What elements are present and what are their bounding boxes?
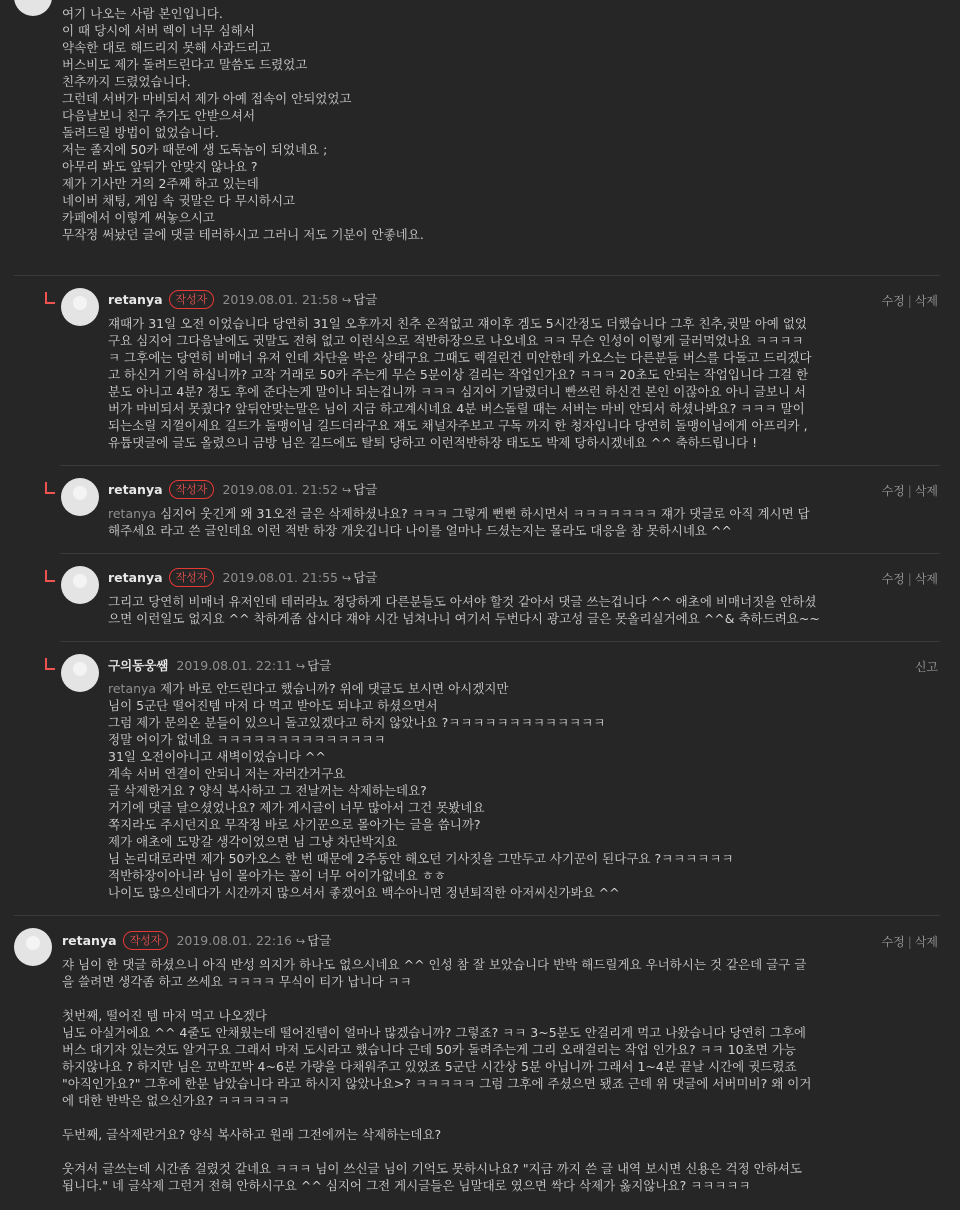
comment-line: 두번째, 글삭제란거요? 양식 복사하고 원래 그전에꺼는 삭제하는데요? bbox=[62, 1127, 442, 1142]
reply-arrow-icon bbox=[45, 658, 55, 670]
comment-author[interactable]: retanya bbox=[62, 932, 117, 948]
divider bbox=[14, 275, 940, 276]
reply-arrow-icon bbox=[45, 482, 55, 494]
edit-button[interactable]: 수정 bbox=[881, 294, 905, 308]
reply-button[interactable] bbox=[296, 931, 331, 949]
comment-line: 버스 대기자 있는것도 알거구요 그래서 마저 도시라고 했습니다 근데 50카 돌려주는게 그리 오래걸리는 작업 인가요? ㅋㅋ 10초면 가능 bbox=[62, 1042, 796, 1057]
comment-line: 제가 기사만 거의 2주째 하고 있는데 bbox=[62, 176, 259, 191]
comment-line: 고 하신거 기억 하십니까? 고작 거래로 50카 주는게 무슨 5분이상 걸리는 작업인가요? ㅋㅋㅋ 20초도 안되는 작업입니다 그걸 한 bbox=[108, 367, 809, 382]
divider bbox=[60, 641, 940, 642]
comment-line: "아직인가요?" 그후에 한분 남았습니다 라고 하시지 않았나요>? ㅋㅋㅋㅋㅋ 그럼 그후에 주셨으면 됐죠 근데 위 댓글에 서버미비? 왜 이거 bbox=[62, 1076, 812, 1091]
delete-button[interactable]: 삭제 bbox=[914, 294, 938, 308]
delete-button[interactable]: 삭제 bbox=[914, 572, 938, 586]
comment-text: 제가 바로 안드린다고 했습니까? 위에 댓글도 보시면 아시겠지만 bbox=[156, 681, 509, 696]
comment-actions bbox=[882, 933, 938, 950]
comment-line: 그럼 제가 문의온 분들이 있으니 돌고있겠다고 하지 않았나요 ?ㅋㅋㅋㅋㅋㅋㅋㅋㅋㅋㅋㅋㅋ bbox=[108, 715, 606, 730]
comment-line bbox=[62, 990, 811, 1007]
comment-line: 웃겨서 글쓰는데 시간좀 걸렸것 같네요 ㅋㅋㅋ 님이 쓰신글 님이 기억도 못하시나요? "지금 까지 쓴 글 내역 보시면 신용은 걱정 안하셔도 bbox=[62, 1161, 802, 1176]
reply-button[interactable] bbox=[342, 480, 377, 498]
mention-link[interactable]: retanya bbox=[108, 681, 157, 696]
reply-arrow-icon bbox=[45, 292, 55, 304]
comment-line: 그리고 당연히 비매너 유저인데 테러라뇨 정당하게 다른분들도 아셔야 할것 같아서 댓글 쓰는겁니다 ^^ 애초에 비매너짓을 안하셨 bbox=[108, 594, 817, 609]
reply-icon: ↪ bbox=[295, 935, 306, 948]
reply-button[interactable] bbox=[296, 656, 331, 674]
comment-line: 버가 마비되서 못줬다? 앞뒤안맞는말은 님이 지금 하고계시네요 4분 버스돌릴 때는 서버는 마비 안되서 하셨나봐요? ㅋㅋㅋ 말이 bbox=[108, 401, 805, 416]
comment-header bbox=[108, 655, 331, 675]
comment-line: 님이 5군단 떨어진템 마저 다 먹고 받아도 되냐고 하셨으면서 bbox=[108, 698, 438, 713]
divider bbox=[60, 553, 940, 554]
comment-line: 거기에 댓글 달으셨었나요? 제가 게시글이 너무 많아서 그건 못봤네요 bbox=[108, 800, 485, 815]
comment-line: 쟈 님이 한 댓글 하셨으니 아직 반성 의지가 하나도 없으시네요 ^^ 인성 참 잘 보았습니다 반박 해드릴게요 우너하시는 것 같은데 글구 글 bbox=[62, 957, 807, 972]
avatar[interactable] bbox=[61, 478, 99, 516]
comment-actions bbox=[882, 292, 938, 309]
comment-line: 저는 졸지에 50카 때문에 생 도둑놈이 되었네요 ; bbox=[62, 142, 328, 157]
comment-line: 이 때 당시에 서버 렉이 너무 심해서 bbox=[62, 23, 255, 38]
comment-author[interactable]: retanya bbox=[108, 481, 163, 497]
comment-line: 여기 나오는 사람 본인입니다. bbox=[62, 6, 223, 21]
comment-line: 그런데 서버가 마비되서 제가 아예 접속이 안되었었고 bbox=[62, 91, 352, 106]
author-badge: 작성자 bbox=[123, 931, 169, 950]
comment-body bbox=[108, 315, 812, 451]
comment-line: ㅋ 그후에는 당연히 비매너 유저 인데 차단을 박은 상태구요 그때도 렉걸린건 미안한데 카오스는 다른분들 버스를 다돌고 드리겠다 bbox=[108, 350, 812, 365]
comment-actions bbox=[882, 482, 938, 499]
reply-label: 답글 bbox=[353, 292, 378, 307]
author-badge: 작성자 bbox=[169, 480, 215, 499]
comment-line: 약속한 대로 해드리지 못해 사과드리고 bbox=[62, 40, 272, 55]
comment-body bbox=[108, 680, 734, 901]
comment-line: 첫번째, 떨어진 템 마저 먹고 나오겠다 bbox=[62, 1008, 267, 1023]
comment-line: 되는소릴 지껄이세요 길드가 돌맹이님 길드더라구요 쟤도 채널자주보고 구독 까지 한 청자입니다 당연히 돌맹이님에게 아프리카 , bbox=[108, 418, 808, 433]
reply-icon: ↪ bbox=[295, 660, 306, 673]
comment-line: 하지않나요 ? 하지만 님은 꼬박꼬박 4~6분 가량을 다채워주고 있었죠 5군단 시간상 5분 아닙니까 그래서 1~4분 끝날 시간에 귓드렸죠 bbox=[62, 1059, 797, 1074]
comment-actions bbox=[882, 570, 938, 587]
comment-line: 분도 아니고 4분? 정도 후에 준다는게 말이나 되는겁니까 ㅋㅋㅋ 심지어 기달렸더니 빤쓰런 하신건 본인 이잖아요 아니 글보니 서 bbox=[108, 384, 806, 399]
comment-line: 으면 이런일도 없지요 ^^ 착하게좀 삽시다 쟤야 시간 넘쳐나니 여기서 두번다시 광고성 글은 못올리실거에요 ^^& 축하드려요~~ bbox=[108, 611, 820, 626]
edit-button[interactable]: 수정 bbox=[881, 572, 905, 586]
author-badge: 작성자 bbox=[169, 290, 215, 309]
reply-icon: ↪ bbox=[341, 294, 352, 307]
comment-date: 2019.08.01. 21:55 bbox=[222, 569, 338, 585]
comment-line: 을 쓸려면 생각좀 하고 쓰세요 ㅋㅋㅋㅋ 무식이 티가 납니다 ㅋㅋ bbox=[62, 974, 412, 989]
comment-header bbox=[62, 930, 331, 950]
reply-label: 답글 bbox=[353, 570, 378, 585]
comment-body bbox=[108, 505, 810, 539]
reply-label: 답글 bbox=[307, 933, 332, 948]
delete-button[interactable]: 삭제 bbox=[914, 484, 938, 498]
comment-line: 아무리 봐도 앞뒤가 안맞지 않나요 ? bbox=[62, 159, 258, 174]
comment-line: 카페에서 이렇게 써놓으시고 bbox=[62, 210, 215, 225]
comment-line: 구요 심지어 그다음날에도 귓말도 전혀 없고 이런식으로 적반하장으로 나오네요 ㅋㅋ 무슨 인성이 이렇게 글러먹었나요 ㅋㅋㅋㅋ bbox=[108, 333, 804, 348]
avatar[interactable] bbox=[14, 0, 52, 16]
reply-button[interactable] bbox=[342, 290, 377, 308]
reply-label: 답글 bbox=[307, 658, 332, 673]
comment-line: 정말 어이가 없네요 ㅋㅋㅋㅋㅋㅋㅋㅋㅋㅋㅋㅋㅋㅋ bbox=[108, 732, 386, 747]
separator: | bbox=[907, 572, 912, 586]
reply-label: 답글 bbox=[353, 482, 378, 497]
comment-line: 글 삭제한거요 ? 양식 복사하고 그 전날꺼는 삭제하는데요? bbox=[108, 783, 427, 798]
comment-date: 2019.08.01. 22:16 bbox=[176, 932, 292, 948]
comment-line bbox=[108, 680, 734, 697]
comment-body bbox=[62, 5, 424, 243]
comment-line: 적반하장이아니라 님이 몰아가는 꼴이 너무 어이가없네요 ㅎㅎ bbox=[108, 868, 446, 883]
comment-line: 쪽지라도 주시던지요 무작정 바로 사기꾼으로 몰아가는 글을 씁니까? bbox=[108, 817, 481, 832]
comment-line: 에 대한 반박은 없으신가요? ㅋㅋㅋㅋㅋㅋ bbox=[62, 1093, 290, 1108]
comment-line: 쟤때가 31일 오전 이었습니다 당연히 31일 오후까지 친추 온적없고 쟤이후 겜도 5시간정도 더했습니다 그후 친추,귓말 아예 없었 bbox=[108, 316, 807, 331]
comment-line: 됩니다." 네 글삭제 그런거 전혀 안하시구요 ^^ 심지어 그전 게시글들은 님말대로 였으면 싹다 삭제가 옳지않나요? ㅋㅋㅋㅋㅋ bbox=[62, 1178, 751, 1193]
comment-line: 유튭댓글에 글도 올렸으니 금방 님은 길드에도 탈퇴 당하고 이런적반하장 태도도 박제 당하시겠네요 ^^ 축하드립니다 ! bbox=[108, 435, 758, 450]
comment-author[interactable]: retanya bbox=[108, 569, 163, 585]
separator: | bbox=[907, 484, 912, 498]
comment-actions bbox=[915, 658, 938, 675]
comment-header bbox=[108, 567, 377, 587]
reply-icon: ↪ bbox=[341, 484, 352, 497]
reply-arrow-icon bbox=[45, 570, 55, 582]
comment-header bbox=[108, 479, 377, 499]
comment-line: 님도 아실거에요 ^^ 4줄도 안채웠는데 떨어진템이 얼마나 많겠습니까? 그렇죠? ㅋㅋ 3~5분도 안걸리게 먹고 나왔습니다 당연히 그후에 bbox=[62, 1025, 806, 1040]
avatar[interactable] bbox=[61, 566, 99, 604]
comment-line bbox=[62, 1109, 811, 1126]
comment-author[interactable]: 구의동웅쌤 bbox=[108, 658, 169, 673]
divider bbox=[60, 465, 940, 466]
mention-link[interactable]: retanya bbox=[108, 506, 157, 521]
comment-author[interactable]: retanya bbox=[108, 291, 163, 307]
comment-line bbox=[108, 505, 810, 522]
comment-line: 제가 애초에 도망갈 생각이었으면 님 그냥 차단박지요 bbox=[108, 834, 398, 849]
reply-button[interactable] bbox=[342, 568, 377, 586]
comment-line: 무작정 써놨던 글에 댓글 테러하시고 그러니 저도 기분이 안좋네요. bbox=[62, 227, 424, 242]
comment-body bbox=[108, 593, 820, 627]
comment-date: 2019.08.01. 22:11 bbox=[176, 657, 292, 673]
comment-line: 나이도 많으신데다가 시간까지 많으셔서 좋겠어요 백수아니면 정년퇴직한 아저씨신가봐요 ^^ bbox=[108, 885, 620, 900]
comment-line: 님 논리대로라면 제가 50카오스 한 번 때문에 2주동안 해오던 기사짓을 그만두고 사기꾼이 된다구요 ?ㅋㅋㅋㅋㅋㅋ bbox=[108, 851, 734, 866]
comment-line: 버스비도 제가 돌려드린다고 말씀도 드렸었고 bbox=[62, 57, 308, 72]
comment-body bbox=[62, 956, 811, 1194]
author-badge: 작성자 bbox=[169, 568, 215, 587]
avatar[interactable] bbox=[61, 288, 99, 326]
comment-line: 계속 서버 연결이 안되니 저는 자러간거구요 bbox=[108, 766, 346, 781]
divider bbox=[14, 915, 940, 916]
comment-line bbox=[62, 1143, 811, 1160]
reply-icon: ↪ bbox=[341, 572, 352, 585]
comment-line: 친추까지 드렸었습니다. bbox=[62, 74, 191, 89]
separator: | bbox=[907, 294, 912, 308]
report-button[interactable]: 신고 bbox=[914, 660, 938, 674]
comment-line: 31일 오전이아니고 새벽이었습니다 ^^ bbox=[108, 749, 326, 764]
avatar[interactable] bbox=[61, 654, 99, 692]
comment-header bbox=[108, 289, 377, 309]
separator: | bbox=[907, 935, 912, 949]
comment-text: 심지어 웃긴게 왜 31오전 글은 삭제하셨나요? ㅋㅋㅋ 그렇게 뻔뻔 하시면서 ㅋㅋㅋㅋㅋㅋㅋ 쟤가 댓글로 아직 계시면 답 bbox=[156, 506, 810, 521]
avatar[interactable] bbox=[14, 928, 52, 966]
comment-line: 돌려드릴 방법이 없었습니다. bbox=[62, 125, 219, 140]
edit-button[interactable]: 수정 bbox=[881, 935, 905, 949]
comment-line: 해주세요 라고 쓴 글인데요 이런 적반 하장 개웃깁니다 나이를 얼마나 드셨는지는 몰라도 대응을 참 못하시네요 ^^ bbox=[108, 523, 732, 538]
comment-date: 2019.08.01. 21:58 bbox=[222, 291, 338, 307]
edit-button[interactable]: 수정 bbox=[881, 484, 905, 498]
delete-button[interactable]: 삭제 bbox=[914, 935, 938, 949]
comment-line: 다음날보니 친구 추가도 안받으셔서 bbox=[62, 108, 256, 123]
comment-date: 2019.08.01. 21:52 bbox=[222, 481, 338, 497]
comment-line: 네이버 채팅, 게임 속 귓말은 다 무시하시고 bbox=[62, 193, 296, 208]
